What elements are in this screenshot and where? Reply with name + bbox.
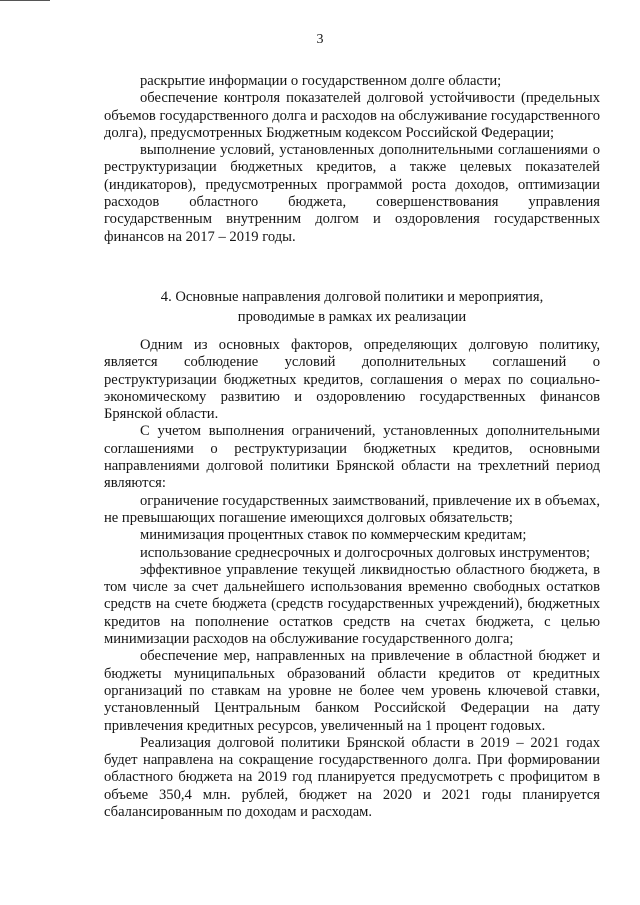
scan-corner-mark: [0, 0, 50, 1]
paragraph: обеспечение контроля показателей долговой устойчивости (предельных объемов государственного долга и расходов на обслуживание государственного долга), предусмотренных Бюджетным кодексом Российской Федерации;: [104, 90, 600, 141]
list-item: обеспечение мер, направленных на привлечение в областной бюджет и бюджеты муниципальных образований области кредитов от кредитных организаций по ставкам на уровне не более чем уровень ключевой ставки, установленный Центральным банком Российской Федерации на дату привлечения кредитных ресурсов, увеличенный на 1 процент годовых.: [104, 648, 600, 734]
list-item: эффективное управление текущей ликвидностью областного бюджета, в том числе за счет дальнейшего использования временно свободных остатков средств на счете бюджета (средств государственных учреждений), бюджетных кредитов на пополнение остатков средств на счетах бюджета, с целью минимизации расходов на обслуживание государственного долга;: [104, 561, 600, 648]
section-heading-line-2: проводимые в рамках их реализации: [237, 309, 467, 325]
section-heading: [104, 287, 600, 327]
list-item: минимизация процентных ставок по коммерческим кредитам;: [140, 527, 527, 544]
paragraph: Одним из основных факторов, определяющих долговую политику, является соблюдение условий дополнительных соглашений о реструктуризации бюджетных кредитов, соглашения о мерах по социально-экономическому развитию и оздоровлению государственных финансов Брянской области.: [104, 337, 600, 423]
paragraph: выполнение условий, установленных дополнительными соглашениями о реструктуризации бюджетных кредитов, а также целевых показателей (индикаторов), предусмотренных программой роста доходов, оптимизации расходов областного бюджета, совершенствования управления государственным внутренним долгом и оздоровления государственных финансов на 2017 – 2019 годы.: [104, 142, 600, 245]
paragraph: раскрытие информации о государственном долге области;: [140, 73, 502, 89]
intro-section: [104, 73, 600, 246]
paragraph: Реализация долговой политики Брянской области в 2019 – 2021 годах будет направлена на сокращение государственного долга. При формировании областного бюджета на 2019 год планируется предусмотреть с профицитом в объеме 350,4 млн. рублей, бюджет на 2020 и 2021 годы планируется сбалансированным по доходам и расходам.: [104, 734, 600, 821]
list-item: использование среднесрочных и долгосрочных долговых инструментов;: [140, 544, 591, 561]
body-section: [104, 337, 600, 821]
list-item: ограничение государственных заимствований, привлечение их в объемах, не превышающих погашение имеющихся долговых обязательств;: [104, 492, 600, 526]
page-number: 3: [316, 32, 324, 47]
paragraph: С учетом выполнения ограничений, установленных дополнительными соглашениями о реструктуризации бюджетных кредитов, основными направлениями долговой политики Брянской области на трехлетний период являются:: [104, 423, 600, 492]
section-heading-line-1: 4. Основные направления долговой политики и мероприятия,: [160, 289, 544, 305]
